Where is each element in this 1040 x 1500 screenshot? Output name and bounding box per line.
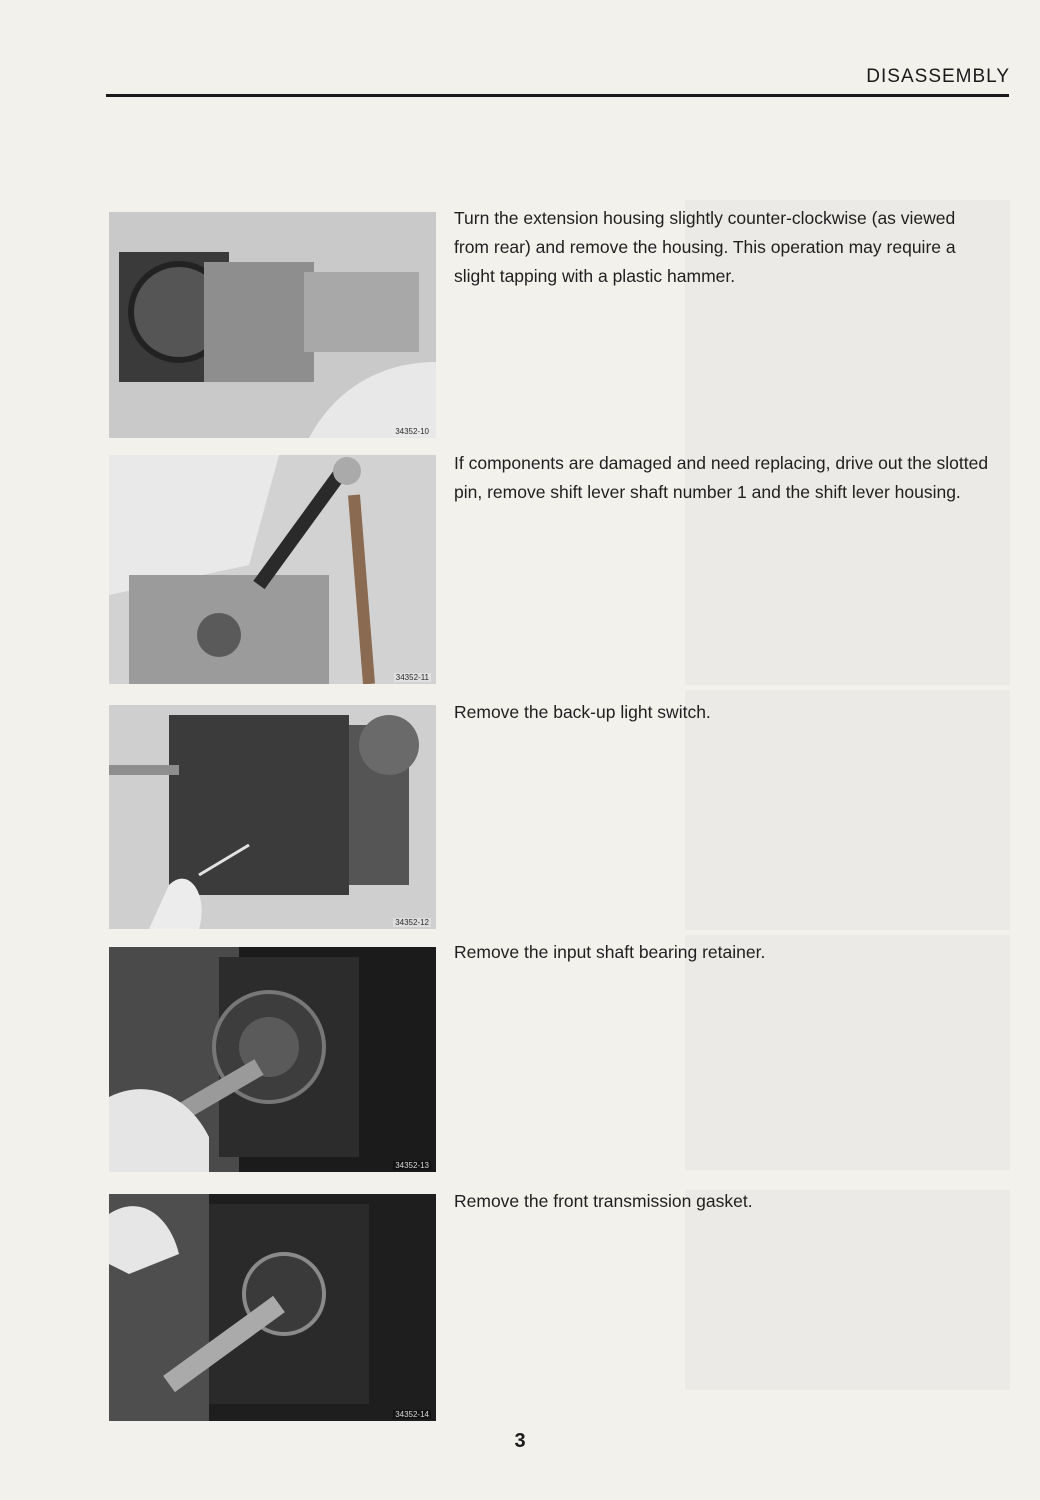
show-through-shade — [685, 1190, 1010, 1390]
photo-code: 34352-13 — [395, 1161, 429, 1170]
step-2-text: If components are damaged and need replacing, drive out the slotted pin, remove shift lever shaft number 1 and the shift lever housing. — [454, 453, 989, 502]
housing-photo-illustration — [109, 212, 436, 438]
photo-code: 34352-14 — [395, 1410, 429, 1419]
header-rule — [106, 94, 1009, 97]
page-number: 3 — [514, 1430, 526, 1452]
step-4-text: Remove the input shaft bearing retainer. — [454, 942, 766, 962]
retainer-photo-illustration — [109, 947, 436, 1172]
photo-code: 34352-11 — [395, 673, 429, 682]
section-title: DISASSEMBLY — [866, 66, 1010, 87]
photo-code: 34352-12 — [395, 918, 429, 927]
step-4-photo — [109, 947, 436, 1172]
step-5-text: Remove the front transmission gasket. — [454, 1191, 753, 1211]
switch-photo-illustration — [109, 705, 436, 929]
step-3-text: Remove the back-up light switch. — [454, 702, 711, 722]
show-through-shade — [685, 935, 1010, 1170]
step-1-text: Turn the extension housing slightly counter-clockwise (as viewed from rear) and remove the housing. This operation may require a slight tapping with a plastic hammer. — [454, 208, 956, 286]
step-5-photo — [109, 1194, 436, 1421]
step-2-photo — [109, 455, 436, 684]
step-1-photo — [109, 212, 436, 438]
step-3-photo — [109, 705, 436, 929]
photo-code: 34352-10 — [395, 427, 429, 436]
gasket-photo-illustration — [109, 1194, 436, 1421]
hammer-photo-illustration — [109, 455, 436, 684]
